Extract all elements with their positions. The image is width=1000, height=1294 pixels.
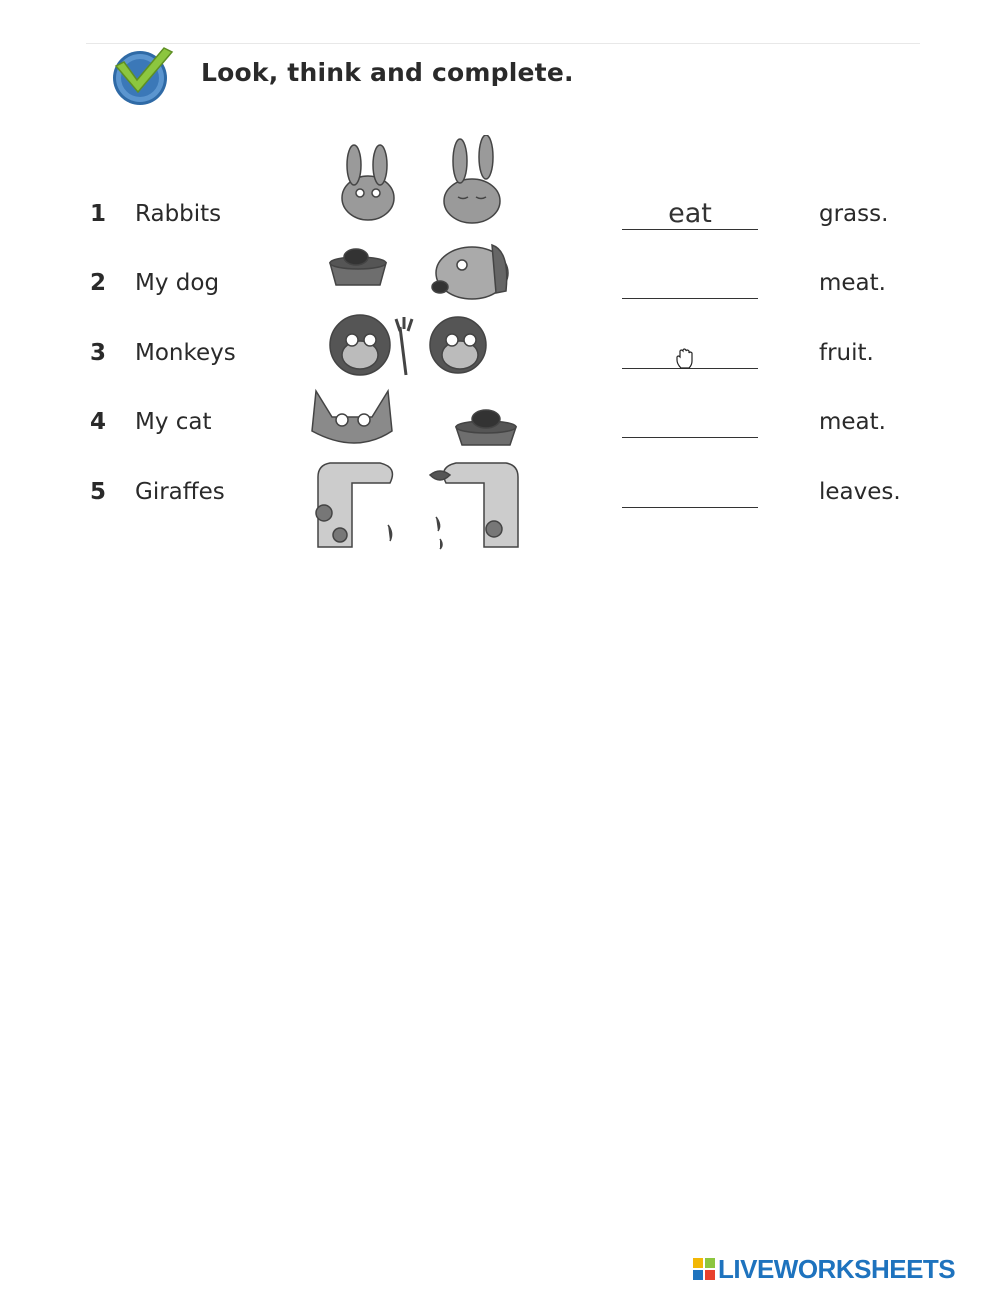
item-subject: My dog [135, 270, 220, 296]
monkeys-with-fork-illustration [330, 315, 486, 375]
item-object: meat. [819, 409, 886, 435]
rabbits-eating-grass-illustration [342, 135, 500, 223]
item-object: meat. [819, 270, 886, 296]
top-divider [86, 43, 920, 44]
item-object: leaves. [819, 479, 901, 505]
answer-input-4[interactable] [622, 405, 758, 438]
instruction-title: Look, think and complete. [201, 58, 574, 87]
dog-and-meat-bowl-illustration [330, 245, 508, 299]
item-number: 1 [90, 201, 107, 227]
giraffes-eating-leaves-illustration [316, 463, 518, 549]
item-subject: Giraffes [135, 479, 225, 505]
answer-input-2[interactable] [622, 266, 758, 299]
brand-name: LIVEWORKSHEETS [718, 1253, 956, 1284]
brand-mark-icon [693, 1258, 715, 1280]
item-object: grass. [819, 201, 889, 227]
liveworksheets-logo [693, 1254, 955, 1284]
hand-cursor-icon [675, 348, 695, 370]
cat-and-meat-bowl-illustration [312, 391, 516, 445]
answer-input-5[interactable] [622, 475, 758, 508]
checkmark-icon [104, 44, 176, 106]
item-number: 2 [90, 270, 107, 296]
item-subject: My cat [135, 409, 212, 435]
item-object: fruit. [819, 340, 874, 366]
item-number: 4 [90, 409, 107, 435]
item-subject: Monkeys [135, 340, 236, 366]
answer-input-1[interactable] [622, 197, 758, 230]
animal-illustrations [280, 135, 550, 555]
item-subject: Rabbits [135, 201, 222, 227]
item-number: 3 [90, 340, 107, 366]
item-number: 5 [90, 479, 107, 505]
